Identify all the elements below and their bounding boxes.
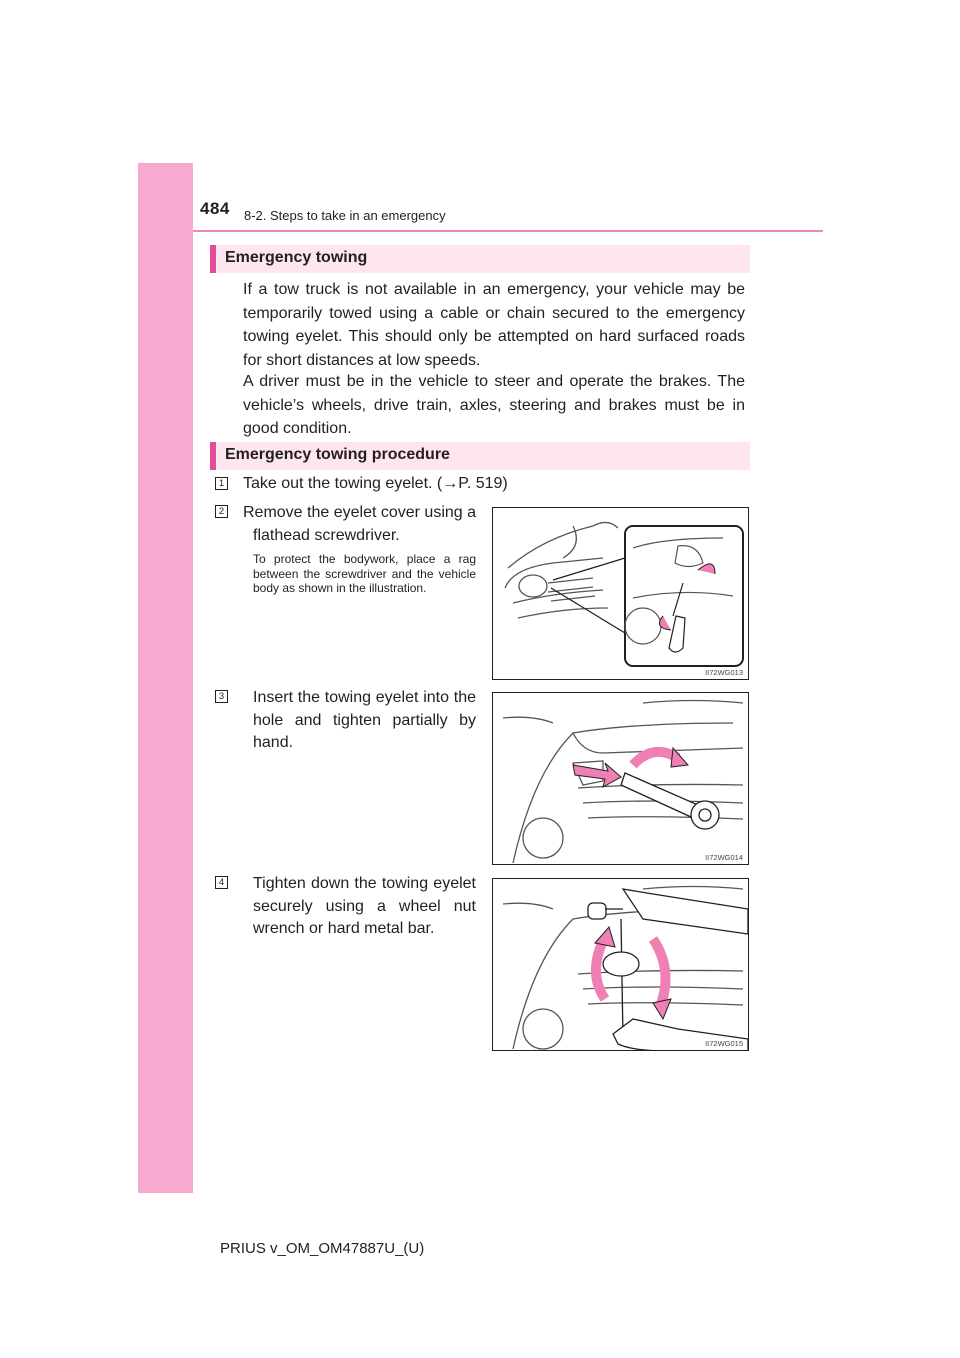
intro-paragraph-2: A driver must be in the vehicle to steer and operate the brakes. The vehicle’s wheels, drive train, axles, steering and brakes must be in good condition. [243, 373, 745, 437]
section-heading-emergency-towing [210, 245, 750, 273]
step-number-2: 2 [215, 505, 228, 518]
figure-code: II72WG013 [705, 668, 743, 677]
header-rule [193, 230, 823, 232]
illustration-svg [493, 693, 749, 865]
chapter-side-tab [138, 163, 193, 1193]
illustration-svg [493, 879, 749, 1051]
illustration-remove-eyelet-cover [492, 507, 749, 680]
illustration-tighten-eyelet [492, 878, 749, 1051]
section-heading-text: Emergency towing [225, 249, 368, 266]
intro-paragraph-1: If a tow truck is not available in an emergency, your vehicle may be temporarily towed using a cable or chain secured to the emergency towing eyelet. This should only be attempted on hard surfaced roads for short distances at low speeds. [243, 281, 745, 369]
step-2-note: To protect the bodywork, place a rag between the screwdriver and the vehicle body as shown in the illustration. [253, 552, 476, 595]
step-3-text: Insert the towing eyelet into the hole and tighten partially by hand. [253, 689, 476, 751]
figure-code: II72WG015 [705, 1039, 743, 1048]
figure-code: II72WG014 [705, 853, 743, 862]
step-number-1: 1 [215, 477, 228, 490]
step-1-text: Take out the towing eyelet. (→P. 519) [243, 475, 508, 492]
section-heading-towing-procedure [210, 442, 750, 470]
illustration-insert-eyelet [492, 692, 749, 865]
step-4-text: Tighten down the towing eyelet securely using a wheel nut wrench or hard metal bar. [253, 875, 476, 937]
page-number: 484 [200, 199, 230, 218]
step-number-3: 3 [215, 690, 228, 703]
illustration-svg [493, 508, 749, 680]
running-header: 8-2. Steps to take in an emergency [244, 208, 446, 223]
footer-manual-id: PRIUS v_OM_OM47887U_(U) [220, 1240, 425, 1257]
section-heading-text: Emergency towing procedure [225, 446, 450, 463]
step-2-text: Remove the eyelet cover using a flathead screwdriver. [243, 504, 477, 544]
step-number-4: 4 [215, 876, 228, 889]
